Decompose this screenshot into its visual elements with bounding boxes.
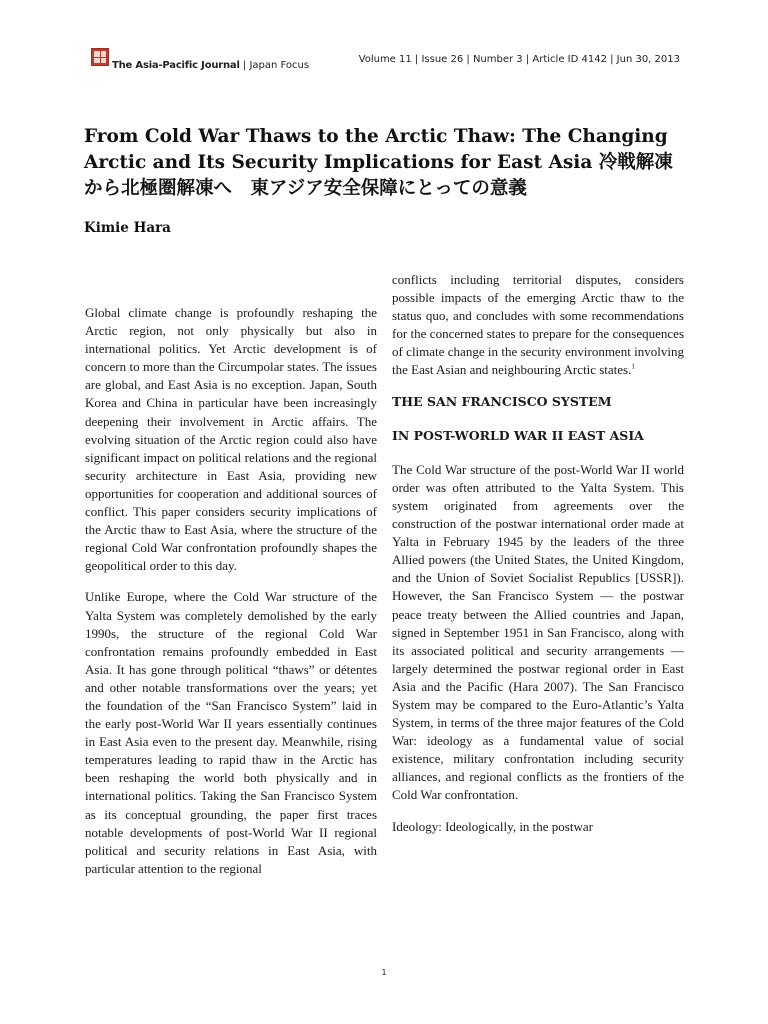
paragraph: Ideology: Ideologically, in the postwar (392, 818, 593, 834)
left-column (85, 304, 377, 891)
paragraph-text: conflicts including territorial disputes, considers possible impacts of the emerging Arctic thaw to the status quo, and concludes with some recommendations for the concerned states to prepare for the consequences of climate change in the security environment involving the East Asian and neighbouring Arctic states. (392, 272, 684, 378)
journal-logo-icon (91, 48, 109, 66)
issue-info: Volume 11 | Issue 26 | Number 3 | Article ID 4142 | Jun 30, 2013 (358, 54, 680, 65)
page-number: 1 (381, 968, 387, 977)
article-title: From Cold War Thaws to the Arctic Thaw: The Changing Arctic and Its Security Implications for East Asia 冷戦解凍から北極圏解凍へ 東アジア安全保障にとっての意義 (84, 126, 673, 199)
paragraph: Global climate change is profoundly reshaping the Arctic region, not only physically but also in international politics. Yet Arctic development is of concern to more than the Circumpolar states. The issues are global, and East Asia is no exception. Japan, South Korea and China in particular have been increasingly deepening their involvement in Arctic affairs. The evolving situation of the Arctic region could also have significant impact on political relations and the regional security architecture in East Asia, providing new opportunities for cooperation and additional sources of conflict. This paper considers security implications of the Arctic thaw to East Asia, where the structure of the regional Cold War confrontation profoundly shapes the geopolitical order to this day. (85, 305, 377, 574)
article-author: Kimie Hara (84, 220, 171, 236)
journal-title: The Asia-Pacific Journal (112, 60, 240, 71)
footnote-marker: 1 (631, 363, 635, 372)
section-heading: THE SAN FRANCISCO SYSTEM (392, 393, 612, 409)
section-subheading: IN POST-WORLD WAR II EAST ASIA (392, 427, 644, 443)
paragraph (392, 271, 684, 380)
paragraph: Unlike Europe, where the Cold War structure of the Yalta System was completely demolished by the early 1990s, the structure of the regional Cold War confrontation remains profoundly embedded in East Asia. It has gone through political “thaws” or détentes and other notable transformations over the years; yet the foundation of the “San Francisco System” laid in the early post-World War II years essentially continues in East Asia even to the present day. Meanwhile, rising temperatures leading to rapid thaw in the Arctic has been reshaping the world both physically and in international politics. Taking the San Francisco System as its conceptual grounding, the paper first traces notable developments of post-World War II regional political and security relations in East Asia, with particular attention to the regional (85, 589, 377, 876)
right-column (392, 271, 684, 849)
journal-name (112, 60, 309, 71)
journal-subtitle: | Japan Focus (242, 60, 310, 71)
paragraph: The Cold War structure of the post-World War II world order was often attributed to the Yalta System. This system originated from agreements over the construction of the postwar international order made at Yalta in February 1945 by the leaders of the three Allied powers (the United States, the United Kingdom, and the Union of Soviet Socialist Republics [USSR]). However, the San Francisco System — the postwar peace treaty between the Allied countries and Japan, signed in September 1951 in San Francisco, along with its associated political and security arrangements — largely determined the postwar regional order in East Asia and the Pacific (Hara 2007). The San Francisco System may be compared to the Euro-Atlantic’s Yalta System, in terms of the three major features of the Cold War: ideology as a fundamental value of social existence, military confrontation including security alliances, and regional conflicts as the frontiers of the Cold War confrontation. (392, 461, 684, 803)
